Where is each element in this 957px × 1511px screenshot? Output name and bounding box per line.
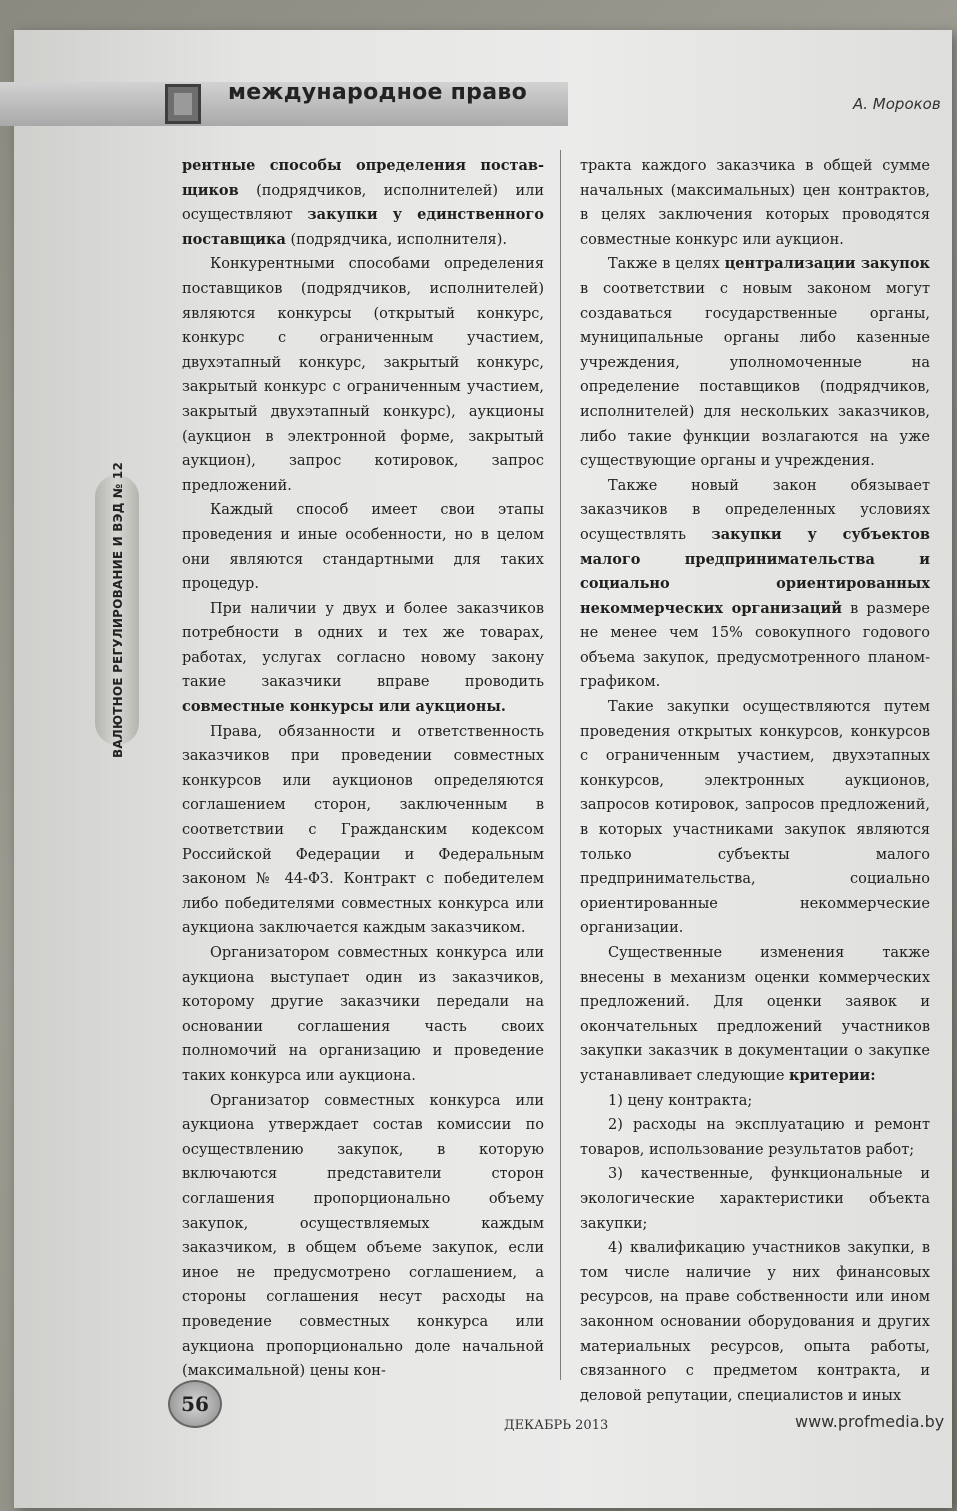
body-text: 4) квалификацию участников закупки, в том числе наличие у них финансовых ресурсов, на праве собственности или ином законном основании оборудования и других материальных ресурсов, опыта работы, связанного с предметом контракта, и деловой репутации, специалистов и иных <box>580 1240 930 1404</box>
body-text: 3) качественные, функциональные и экологические характеристики объекта закупки; <box>580 1166 930 1232</box>
body-text: Конкурентными способами определения поставщиков (подрядчиков, исполнителей) являются конкурсы (открытый конкурс, конкурс с ограниченным участием, двухэтапный конкурс, закрытый конкурс, закрытый конкурс с ограниченным участием, закрытый двухэтапный конкурс), аукционы (аукцион в электронной форме, закрытый аукцион), запрос котировок, запрос предложений. <box>182 256 544 494</box>
paragraph <box>182 252 544 498</box>
paragraph <box>580 474 930 695</box>
body-text: Права, обязанности и ответственность заказчиков при проведении совместных конкурсов или аукционов определяются соглашением сторон, заключенным в соответствии с Гражданским кодексом Российской Федерации и Федеральным законом № 44-ФЗ. Контракт с победителем либо победителями совместных конкурса или аукциона заключается каждым заказчиком. <box>182 723 544 937</box>
body-text: в размере не менее чем 15% совокупного годового объема закупок, предусмотренного планом-графиком. <box>580 600 930 691</box>
body-text: Такие закупки осуществляются путем проведения открытых конкурсов, конкурсов с ограниченным участием, двухэтапных конкурсов, электронных аукционов, запросов котировок, запросов предложений, в которых участниками закупок являются только субъекты малого предпринимательства, социально ориентированные некоммерческие организации. <box>580 699 930 937</box>
paragraph <box>580 154 930 252</box>
paragraph <box>182 720 544 941</box>
bold-text: закупки у единственного поставщика <box>182 206 544 248</box>
paragraph <box>182 498 544 596</box>
page-number: 56 <box>181 1392 209 1416</box>
column-divider <box>560 150 561 1380</box>
publisher-url: www.profmedia.by <box>795 1412 945 1431</box>
paragraph <box>580 941 930 1089</box>
body-text: Организатор совместных конкурса или аукциона утверждает состав комиссии по осуществлению закупок, в которую включаются представители сторон соглашения пропорционально объему закупок, осуществляемых каждым заказчиком, в общем объеме закупок, если иное не предусмотрено соглашением, а стороны соглашения несут расходы на проведение совместных конкурса или аукциона пропорционально доле начальной (максимальной) цены кон- <box>182 1092 544 1380</box>
body-text: Каждый способ имеет свои этапы проведения и иные особенности, но в целом они являются стандартными для таких процедур. <box>182 502 544 593</box>
bold-text: централизации закупок <box>724 255 931 273</box>
body-text: При наличии у двух и более заказчиков потребности в одних и тех же товарах, работах, услугах согласно новому закону такие заказчики вправе проводить <box>182 600 544 691</box>
bold-text: критерии: <box>789 1066 876 1084</box>
bold-text: совместные конкурсы или аукционы. <box>182 698 506 716</box>
paragraph <box>182 154 544 252</box>
body-text: 2) расходы на эксплуатацию и ремонт товаров, использование результатов работ; <box>580 1117 930 1158</box>
paragraph <box>580 1236 930 1408</box>
paragraph <box>182 941 544 1089</box>
page-number-badge <box>168 1380 222 1428</box>
body-text: тракта каждого заказчика в общей сумме начальных (максимальных) цен контрактов, в целях заключения которых проводятся совместные конкурс или аукцион. <box>580 158 930 248</box>
paragraph <box>580 1162 930 1236</box>
body-text: Также новый закон обязывает заказчиков в определенных условиях осуществлять <box>580 477 930 543</box>
bold-text: закупки у субъектов малого предпринимательства и социально ориентированных некоммерческих организаций <box>580 525 930 617</box>
body-text: Организатором совместных конкурса или аукциона выступает один из заказчиков, которому другие заказчики передали на основании соглашения часть своих полномочий на организацию и проведение таких конкурса или аукциона. <box>182 945 544 1084</box>
body-text: Также в целях <box>608 256 725 273</box>
side-tab-label: ВАЛЮТНОЕ РЕГУЛИРОВАНИЕ И ВЭД № 12 <box>111 461 125 759</box>
paragraph <box>580 1113 930 1162</box>
left-column <box>182 154 544 1384</box>
body-text: (подрядчиков, исполнителей) или осуществляют <box>182 182 544 224</box>
right-column <box>580 154 930 1408</box>
body-text: (подрядчика, исполнителя). <box>285 231 507 248</box>
paragraph <box>182 597 544 720</box>
section-header-marker <box>165 84 201 124</box>
author-name: А. Мороков <box>853 95 941 113</box>
issue-date: ДЕКАБРЬ 2013 <box>504 1418 609 1433</box>
paragraph <box>580 252 930 473</box>
body-text: 1) цену контракта; <box>608 1092 753 1109</box>
body-text: в соответствии с новым законом могут создаваться государственные органы, муниципальные органы либо казенные учреждения, уполномоченные на определение поставщиков (подрядчиков, исполнителей) для нескольких заказчиков, либо такие функции возлагаются на уже существующие органы и учреждения. <box>580 280 930 470</box>
paragraph <box>182 1089 544 1384</box>
body-text: Существенные изменения также внесены в механизм оценки коммерческих предложений. Для оценки заявок и окончательных предложений участников закупки заказчик в документации о закупке устанавливает следующие <box>580 945 930 1084</box>
paragraph <box>580 1089 930 1114</box>
bold-text: рентные способы определения постав-щиков <box>182 157 544 199</box>
section-title: международное право <box>228 80 528 105</box>
paragraph <box>580 695 930 941</box>
